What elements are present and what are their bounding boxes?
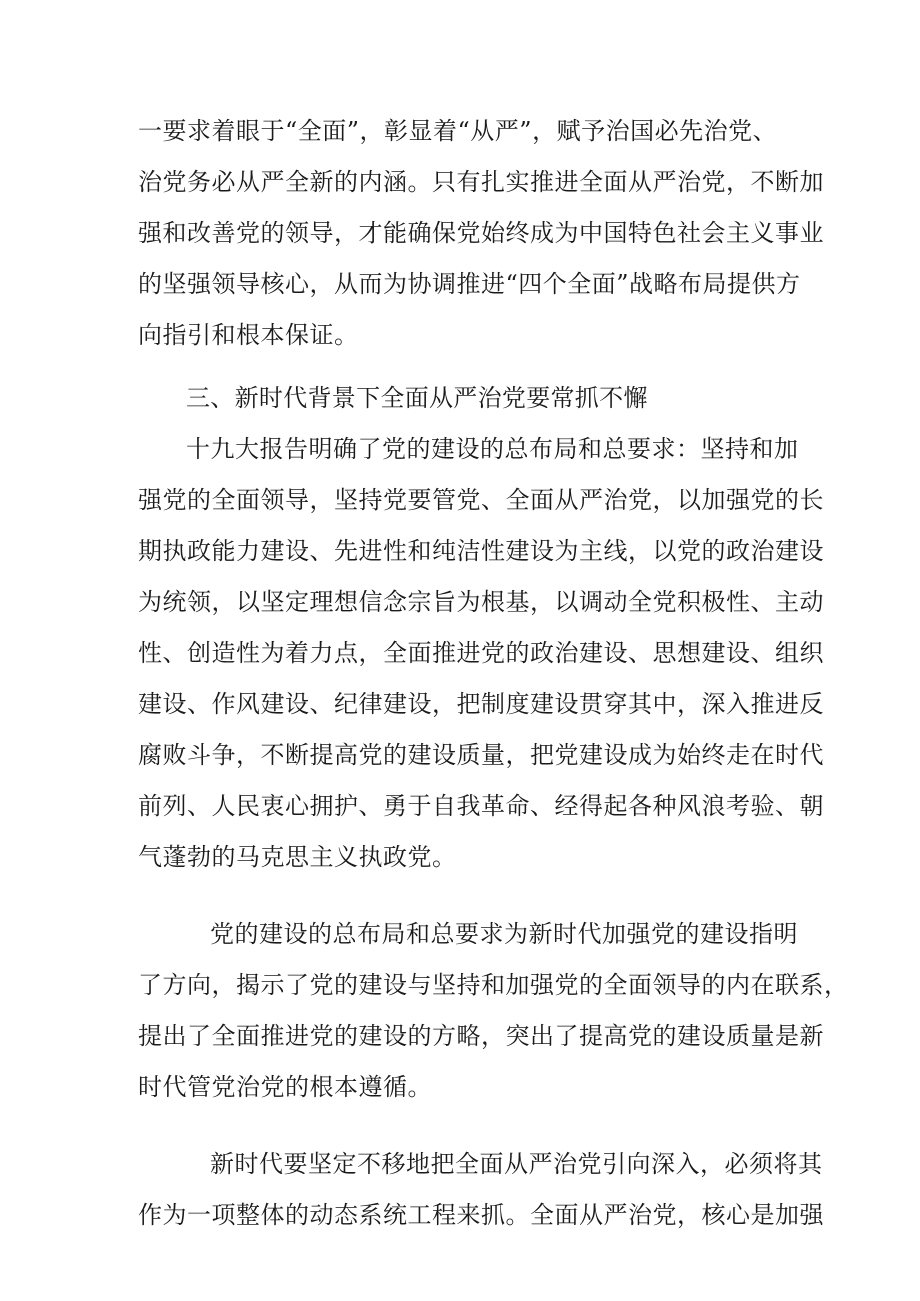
text-line: 提出了全面推进党的建设的方略，突出了提高党的建设质量是新 — [138, 1022, 824, 1050]
text-line: 时代管党治党的根本遵循。 — [138, 1073, 432, 1101]
text-line: 十九大报告明确了党的建设的总布局和总要求：坚持和加 — [186, 435, 799, 463]
text-line: 为统领，以坚定理想信念宗旨为根基，以调动全党积极性、主动 — [138, 588, 824, 616]
text-line: 前列、人民衷心拥护、勇于自我革命、经得起各种风浪考验、朝 — [138, 792, 824, 820]
text-line: 了方向，揭示了党的建设与坚持和加强党的全面领导的内在联系， — [138, 971, 849, 999]
text-line: 性、创造性为着力点，全面推进党的政治建设、思想建设、组织 — [138, 639, 824, 667]
section-heading: 三、新时代背景下全面从严治党要常抓不懈 — [186, 384, 648, 412]
text-line: 新时代要坚定不移地把全面从严治党引向深入，必须将其 — [210, 1150, 823, 1178]
text-line: 的坚强领导核心，从而为协调推进“四个全面”战略布局提供方 — [138, 270, 801, 298]
text-line: 向指引和根本保证。 — [138, 321, 359, 349]
text-line: 一要求着眼于“全面”，彰显着“从严”，赋予治国必先治党、 — [138, 117, 778, 145]
text-line: 党的建设的总布局和总要求为新时代加强党的建设指明 — [210, 920, 798, 948]
text-line: 作为一项整体的动态系统工程来抓。全面从严治党，核心是加强 — [138, 1201, 824, 1229]
text-line: 腐败斗争，不断提高党的建设质量，把党建设成为始终走在时代 — [138, 741, 824, 769]
text-line: 强和改善党的领导，才能确保党始终成为中国特色社会主义事业 — [138, 219, 824, 247]
text-line: 强党的全面领导，坚持党要管党、全面从严治党，以加强党的长 — [138, 486, 824, 514]
text-line: 治党务必从严全新的内涵。只有扎实推进全面从严治党，不断加 — [138, 168, 824, 196]
text-line: 期执政能力建设、先进性和纯洁性建设为主线，以党的政治建设 — [138, 537, 824, 565]
text-line: 建设、作风建设、纪律建设，把制度建设贯穿其中，深入推进反 — [138, 690, 824, 718]
text-line: 气蓬勃的马克思主义执政党。 — [138, 843, 457, 871]
